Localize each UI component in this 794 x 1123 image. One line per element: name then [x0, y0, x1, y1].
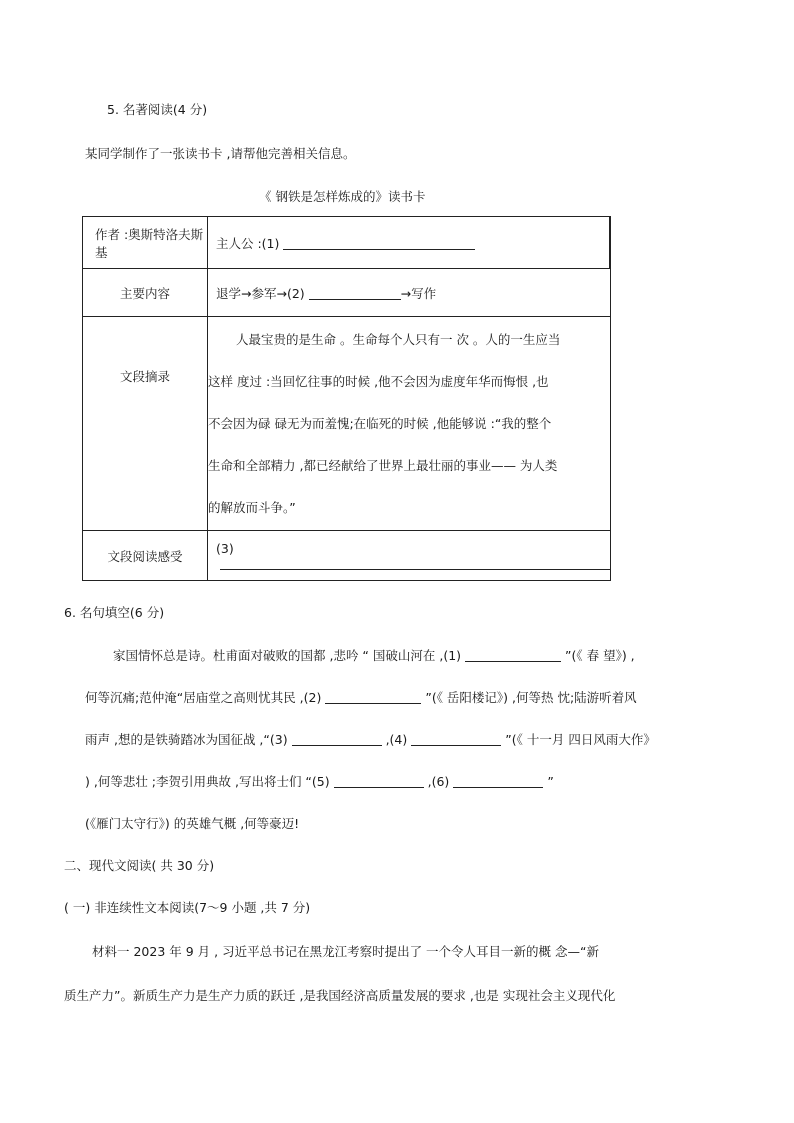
excerpt-cell: [208, 317, 611, 531]
feeling-label-cell: [83, 531, 208, 581]
q6-heading: 6. 名句填空(6 分): [64, 605, 165, 620]
card-title: 《 钢铁是怎样炼成的》读书卡: [259, 189, 426, 204]
q6-line-2-text: 何等沉痛;范仲淹“居庙堂之高则忧其民 ,(2): [85, 690, 322, 705]
author-text: 作者 :奥斯特洛夫斯基: [95, 226, 204, 260]
blank-q6-5[interactable]: [334, 787, 424, 788]
q6-line-4-mid: ,(6): [427, 774, 450, 789]
excerpt-line: 生命和全部精力 ,都已经献给了世界上最壮丽的事业—— 为人类: [208, 457, 558, 473]
blank-q6-1[interactable]: [465, 661, 561, 662]
blank-q6-6[interactable]: [453, 787, 543, 788]
feeling-label: 文段阅读感受: [107, 548, 183, 564]
material-1-line-2: 质生产力”。新质生产力是生产力质的跃迁 ,是我国经济高质量发展的要求 ,也是 实现社会主义现代化: [64, 988, 616, 1003]
feeling-cell: [208, 531, 611, 581]
content-end: →写作: [400, 285, 437, 301]
q6-line-3-source: ”(《 十一月 四日风雨大作》: [505, 732, 656, 747]
content-label-cell: [83, 269, 208, 317]
blank-2[interactable]: [309, 299, 401, 300]
content-cell: [208, 269, 611, 317]
q6-line-3: [85, 731, 656, 749]
reading-card-table: [82, 216, 611, 581]
q6-line-1-source: ”(《 春 望》) ,: [565, 648, 635, 663]
blank-q6-2[interactable]: [325, 703, 421, 704]
material-1-line-1: 材料一 2023 年 9 月 , 习近平总书记在黑龙江考察时提出了 一个令人耳目一新的概 念—“新: [92, 944, 600, 959]
q5-heading: 5. 名著阅读(4 分): [107, 102, 208, 117]
excerpt-line: 人最宝贵的是生命 。生命每个人只有一 次 。人的一生应当: [236, 331, 561, 347]
author-cell: [83, 217, 208, 269]
q5-intro: 某同学制作了一张读书卡 ,请帮他完善相关信息。: [85, 146, 356, 161]
q6-line-1-text: 家国情怀总是诗。杜甫面对破败的国都 ,悲吟 “ 国破山河在 ,(1): [113, 648, 462, 663]
q6-line-4: [85, 773, 554, 791]
content-text: 退学→参军→(2): [216, 285, 305, 301]
part2-heading: 二、现代文阅读( 共 30 分): [64, 858, 215, 873]
part2-subheading: ( 一) 非连续性文本阅读(7～9 小题 ,共 7 分): [64, 900, 311, 915]
protagonist-cell: [208, 217, 610, 269]
blank-q6-4[interactable]: [411, 745, 501, 746]
excerpt-label: 文段摘录: [119, 369, 170, 384]
blank-1[interactable]: [283, 249, 475, 250]
blank-q6-3[interactable]: [292, 745, 382, 746]
excerpt-line: 不会因为碌 碌无为而羞愧;在临死的时候 ,他能够说 :“我的整个: [208, 415, 552, 431]
q6-line-1: [113, 647, 635, 665]
feeling-text: (3): [216, 540, 234, 556]
q6-line-5: (《雁门太守行》) 的英雄气概 ,何等豪迈!: [85, 816, 300, 831]
protagonist-spacer: [609, 217, 611, 269]
excerpt-label-cell: [83, 317, 208, 531]
excerpt-line: 这样 度过 :当回忆往事的时候 ,他不会因为虚度年华而悔恨 ,也: [208, 373, 549, 389]
q6-line-3-mid: ,(4): [385, 732, 408, 747]
q6-line-2-source: ”(《 岳阳楼记》) ,何等热 忱;陆游听着风: [425, 690, 637, 705]
q6-line-4-text: ) ,何等悲壮 ;李贺引用典故 ,写出将士们 “(5): [85, 774, 330, 789]
q6-line-4-end: ”: [547, 774, 554, 789]
blank-3[interactable]: [220, 569, 610, 570]
content-label: 主要内容: [119, 285, 170, 301]
q6-line-2: [85, 689, 637, 707]
q6-line-3-text: 雨声 ,想的是铁骑踏冰为国征战 ,“(3): [85, 732, 288, 747]
excerpt-line: 的解放而斗争。”: [208, 499, 296, 515]
protagonist-label: 主人公 :(1): [216, 235, 280, 251]
